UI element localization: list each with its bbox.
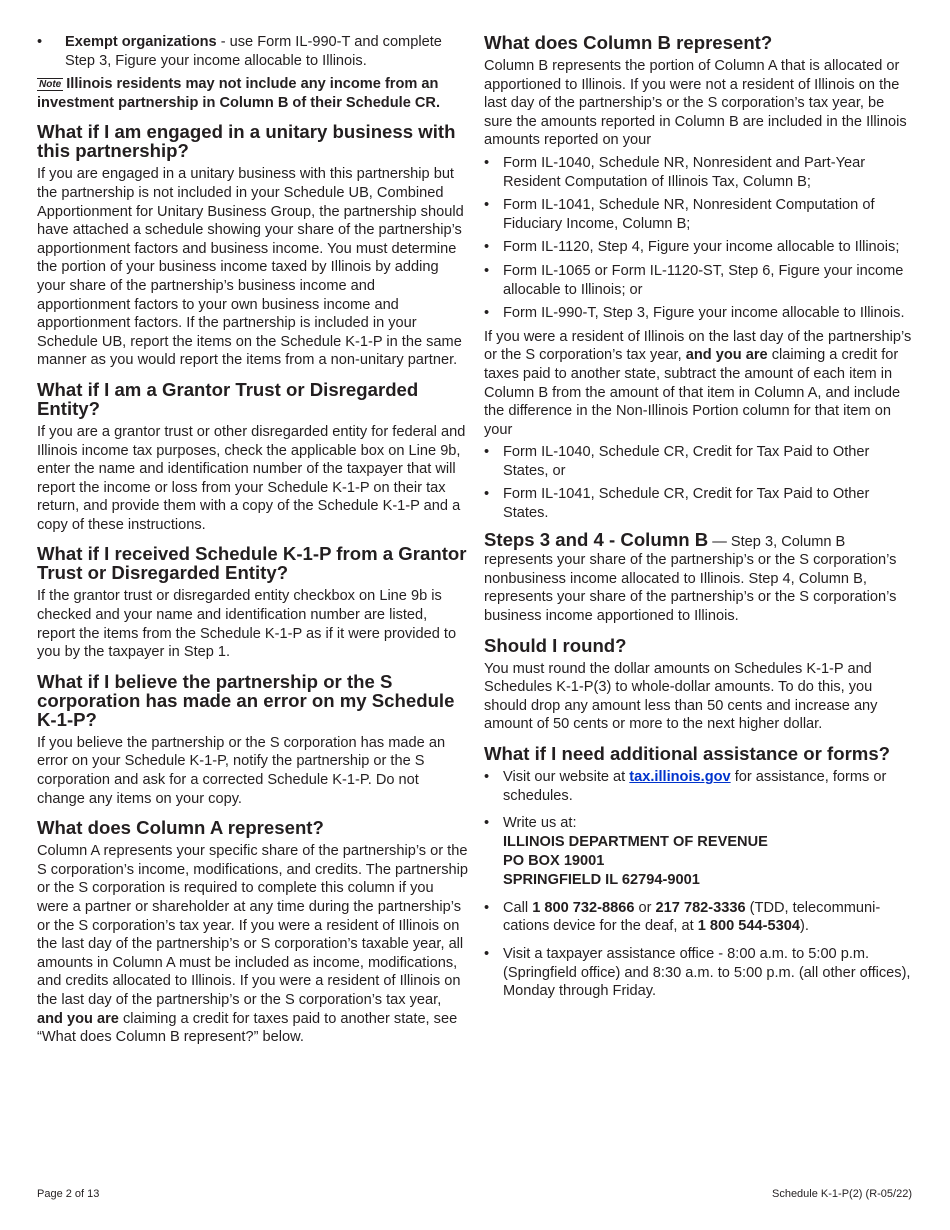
resident-text-part1: If you were a resident of Illinois on the last day of the partnership’s or the S corporation’s tax year,: [484, 328, 912, 364]
visit-text-pre: Visit our website at: [503, 769, 630, 785]
address-line: ILLINOIS DEPARTMENT OF REVENUE: [503, 833, 768, 850]
steps-text: — Step 3, Column B represents your share of the partnership’s or the S corporation’s nonbusiness income allocated to Illinois. Step 4, Column B, represents your share of the partnership’s or the S corporation’s business income apportioned to Illinois.: [484, 533, 897, 625]
round-heading: Should I round?: [484, 634, 627, 656]
unitary-text: If you are engaged in a unitary business with this partnership but the partnership is not included in your Schedule UB, Combined Apportionment for Unitary Business Group, the partnership should have attached a schedule showing your share of the partnership’s apportionment factors and business income. You must determine the portion of your business income taxed by Illinois by adding your share of the partnership’s business income and apportionment factors to your own business income and apportionment factors. If the partnership is included in your Schedule UB, report the items on the Schedule K-1-P in the same manner as you would report the items from a non-unitary partner.: [37, 166, 464, 369]
steps-paragraph: [484, 528, 916, 626]
exempt-text: - use Form IL-990-T and complete Step 3, Figure your income allocable to Illinois.: [65, 34, 442, 69]
column-b-text: Column B represents the portion of Column A that is allocated or apportioned to Illinois. If you were not a resident of Illinois on the last day of the partnership’s or the S corporation’s tax year, be sure the amounts reported in Column B are included in the Illinois amounts reported on your: [484, 58, 907, 149]
grantor-text: If you are a grantor trust or other disregarded entity for federal and Illinois income tax purposes, check the applicable box on Line 9b, enter the name and identification number of the taxpayer that will report the income or loss from your Schedule K-1-P on their tax return, and provide them with a copy of the Schedule K-1-P and a copy of these instructions.: [37, 423, 466, 533]
round-text: You must round the dollar amounts on Schedules K-1-P and Schedules K-1-P(3) to whole-dollar amounts. To do this, you should drop any amount less than 50 cents and increase any amount of 50 cents or more to the next higher dollar.: [484, 660, 878, 733]
unitary-heading: What if I am engaged in a unitary business with this partnership?: [37, 121, 456, 162]
column-a-heading: What does Column A represent?: [37, 817, 324, 839]
steps-heading: Steps 3 and 4 - Column B: [484, 528, 709, 550]
mailing-address: [503, 833, 916, 890]
resident-bold: and you are: [685, 347, 768, 364]
phone-number: 217 782-3336: [655, 899, 746, 916]
error-heading: What if I believe the partnership or the S corporation has made an error on my Schedule K-1-P?: [37, 670, 455, 730]
list-item-text: Form IL-990-T, Step 3, Figure your income allocable to Illinois.: [503, 305, 905, 322]
exempt-label: Exempt organizations: [65, 34, 217, 50]
column-a-text-part1: Column A represents your specific share of the partnership’s or the S corporation’s income, modifications, and credits. The partnership or the S corporation is required to complete this column if you were a partner or shareholder at any time during the partnership’s or the S corporation’s tax year. If you were a resident of Illinois on the last day of the partnership’s or S corporation’s taxable year, all amounts in Column A must be included as income, modifications, and credits allocated to Illinois. If you were a resident of Illinois on the last day of the partnership’s or the S corporation’s tax year,: [37, 843, 469, 1008]
call-text-mid: (TDD, telecommunications device for the deaf, at: [503, 899, 881, 935]
column-a-text-part2: claiming a credit for taxes paid to another state, see “What does Column B represent?” below.: [37, 1010, 458, 1046]
received-heading: What if I received Schedule K-1-P from a Grantor Trust or Disregarded Entity?: [37, 543, 467, 584]
list-item: • Form IL-1120, Step 4, Figure your income allocable to Illinois;: [484, 239, 900, 256]
resident-text-part2: claiming a credit for taxes paid to another state, subtract the amount of each item in Column B from the amount of that item in Column A, and include the difference in the Non-Illinois Portion column for that item on your: [484, 347, 901, 438]
list-item-text: Form IL-1040, Schedule NR, Nonresident and Part-Year Resident Computation of Illinois Tax, Column B;: [503, 154, 866, 190]
call-text-end: ).: [799, 918, 809, 935]
list-item-text: Form IL-1041, Schedule CR, Credit for Tax Paid to Other States.: [503, 486, 870, 522]
list-item: • Form IL-1041, Schedule CR, Credit for Tax Paid to Other States.: [484, 486, 870, 522]
website-link[interactable]: tax.illinois.gov: [629, 769, 731, 785]
column-a-text: [37, 842, 469, 1047]
phone-number: 1 800 732-8866: [532, 899, 635, 916]
list-item: • Call 1 800 732-8866 or 217 782-3336 (TDD, telecommunications device for the deaf, at 1 800 544-5304).: [484, 899, 881, 935]
left-column: [37, 33, 469, 1051]
column-b-list: [484, 154, 916, 323]
column-a-bold: and you are: [37, 1010, 119, 1027]
call-text-or: or: [634, 899, 656, 916]
note-icon: Note: [39, 79, 62, 91]
exempt-list: [37, 33, 469, 70]
list-item-text: Form IL-1065 or Form IL-1120-ST, Step 6, Figure your income allocable to Illinois; or: [503, 262, 904, 298]
write-label: Write us at:: [503, 815, 577, 832]
list-item-text: Form IL-1040, Schedule CR, Credit for Tax Paid to Other States, or: [503, 444, 870, 479]
address-line: PO BOX 19001: [503, 852, 605, 869]
list-item: • Form IL-990-T, Step 3, Figure your income allocable to Illinois.: [484, 305, 905, 322]
list-item: • Form IL-1041, Schedule NR, Nonresident Computation of Fiduciary Income, Column B;: [484, 197, 875, 232]
resident-text: [484, 328, 916, 440]
right-column: [484, 33, 916, 1006]
list-item-text: Form IL-1120, Step 4, Figure your income allocable to Illinois;: [503, 239, 900, 256]
tdd-phone-number: 1 800 544-5304: [697, 918, 800, 935]
visit-text-post: for assistance, forms or schedules.: [503, 769, 887, 804]
list-item: • Visit our website at tax.illinois.gov for assistance, forms or schedules.: [484, 769, 887, 804]
list-item: • Form IL-1040, Schedule NR, Nonresident and Part-Year Resident Computation of Illinois Tax, Column B;: [484, 154, 866, 190]
list-item: • Exempt organizations - use Form IL-990-T and complete Step 3, Figure your income allocable to Illinois.: [37, 34, 442, 69]
address-line: SPRINGFIELD IL 62794-9001: [503, 871, 700, 888]
list-item: • Visit a taxpayer assistance office - 8:00 a.m. to 5:00 p.m. (Springfield office) and 8:30 a.m. to 5:00 p.m. (all other offices), Monday through Friday.: [484, 945, 911, 1000]
note-text: Illinois residents may not include any income from an investment partnership in Column B of their Schedule CR.: [37, 76, 440, 111]
column-b-heading: What does Column B represent?: [484, 32, 773, 53]
error-text: If you believe the partnership or the S corporation has made an error on your Schedule K-1-P, notify the partnership or the S corporation and ask for a corrected Schedule K-1-P. Do not change any items on your copy.: [37, 734, 446, 807]
credit-list: [484, 443, 916, 522]
office-text: Visit a taxpayer assistance office - 8:00 a.m. to 5:00 p.m. (Springfield office) and 8:30 a.m. to 5:00 p.m. (all other offices), Monday through Friday.: [503, 945, 911, 1000]
list-item-text: Form IL-1041, Schedule NR, Nonresident Computation of Fiduciary Income, Column B;: [503, 197, 875, 232]
assist-heading: What if I need additional assistance or forms?: [484, 743, 891, 764]
grantor-heading: What if I am a Grantor Trust or Disregarded Entity?: [37, 378, 419, 419]
list-item: • Form IL-1040, Schedule CR, Credit for Tax Paid to Other States, or: [484, 444, 870, 479]
list-item: • Form IL-1065 or Form IL-1120-ST, Step 6, Figure your income allocable to Illinois; or: [484, 262, 904, 298]
call-text-pre: Call: [503, 899, 533, 916]
received-text: If the grantor trust or disregarded entity checkbox on Line 9b is checked and your name and identification number are listed, report the items from the Schedule K-1-P as if it were provided to you by the taxpayer in Step 1.: [37, 588, 457, 661]
page-number: Page 2 of 13: [37, 1188, 100, 1200]
form-identifier: Schedule K-1-P(2) (R-05/22): [771, 1188, 912, 1200]
note-paragraph: [37, 75, 469, 112]
list-item: • Write us at: ILLINOIS DEPARTMENT OF REVENUE PO BOX 19001 SPRINGFIELD IL 62794-9001: [484, 814, 916, 890]
assist-list: [484, 768, 916, 1001]
